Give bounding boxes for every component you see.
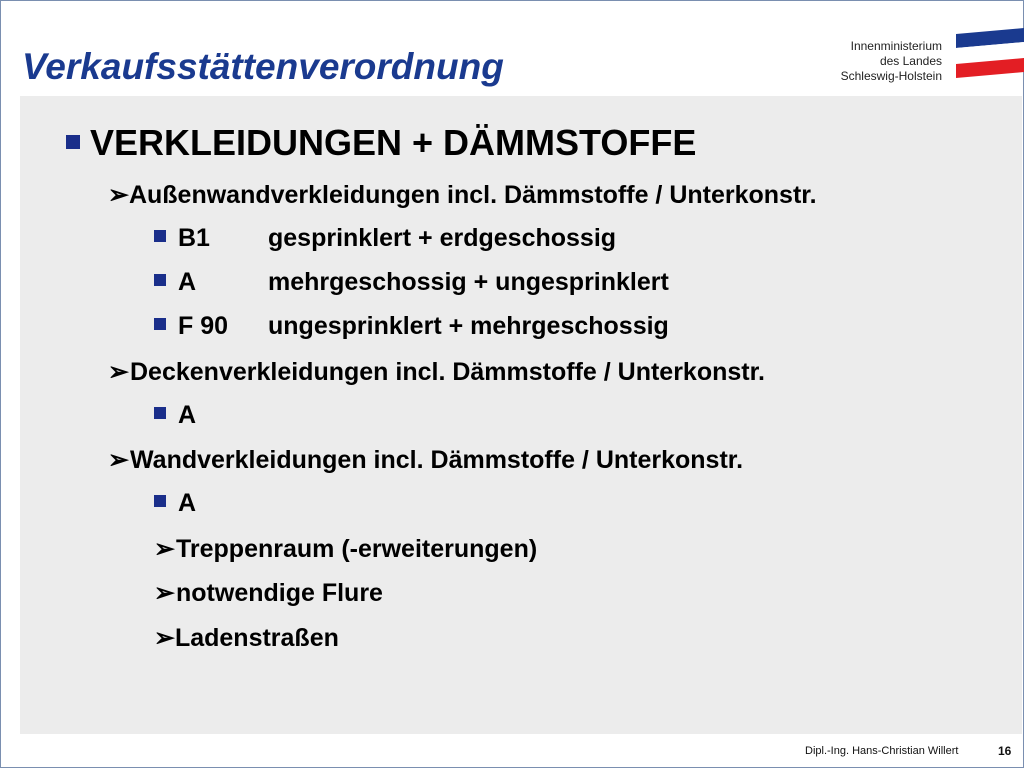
item-code: F 90 <box>178 312 229 340</box>
wall-sub-text: Ladenstraßen <box>174 624 339 652</box>
square-bullet-icon <box>154 230 166 242</box>
wall-sub-text: notwendige Flure <box>176 579 383 607</box>
wall-label: Wandverkleidungen incl. Dämmstoffe / Unterkonstr. <box>130 446 744 474</box>
exterior-row <box>108 180 817 210</box>
ministry-line-1: Innenministerium <box>850 39 942 53</box>
content-panel <box>20 96 1022 734</box>
wall-sub-2 <box>154 578 383 608</box>
arrow-bullet-icon: ➢ <box>154 624 175 652</box>
main-heading-row <box>66 122 696 164</box>
arrow-bullet-icon: ➢ <box>108 181 129 209</box>
slide-title: Verkaufsstättenverordnung <box>22 46 504 87</box>
page-number: 16 <box>998 744 1012 758</box>
item-text: ungesprinklert + mehrgeschossig <box>268 312 669 340</box>
item-code: A <box>178 268 197 296</box>
square-bullet-icon <box>154 274 166 286</box>
exterior-item-3 <box>154 312 669 341</box>
ministry-label <box>841 39 942 84</box>
ministry-line-3: Schleswig-Holstein <box>840 69 942 83</box>
state-flag-logo <box>956 28 1024 80</box>
square-bullet-icon <box>154 318 166 330</box>
exterior-item-2 <box>154 268 669 297</box>
ministry-line-2: des Landes <box>879 54 942 68</box>
ceiling-item <box>154 401 196 430</box>
footer-author: Dipl.-Ing. Hans-Christian Willert <box>805 745 959 757</box>
arrow-bullet-icon: ➢ <box>108 358 129 386</box>
item-text: mehrgeschossig + ungesprinklert <box>268 268 669 296</box>
arrow-bullet-icon: ➢ <box>154 579 175 607</box>
square-bullet-icon <box>154 407 166 419</box>
item-code: A <box>178 489 197 517</box>
square-bullet-icon <box>154 495 166 507</box>
wall-row <box>108 445 743 475</box>
square-bullet-icon <box>66 135 80 149</box>
arrow-bullet-icon: ➢ <box>154 535 175 563</box>
wall-sub-3 <box>154 623 339 653</box>
ceiling-label: Deckenverkleidungen incl. Dämmstoffe / Unterkonstr. <box>130 358 765 386</box>
wall-sub-1 <box>154 534 537 564</box>
wall-item <box>154 489 196 518</box>
exterior-label: Außenwandverkleidungen incl. Dämmstoffe / Unterkonstr. <box>128 181 817 209</box>
item-code: B1 <box>178 224 210 252</box>
ceiling-row <box>108 357 765 387</box>
item-text: gesprinklert + erdgeschossig <box>268 224 617 252</box>
arrow-bullet-icon: ➢ <box>108 446 129 474</box>
exterior-item-1 <box>154 224 616 253</box>
wall-sub-text: Treppenraum (-erweiterungen) <box>176 535 538 563</box>
main-heading: VERKLEIDUNGEN + DÄMMSTOFFE <box>90 122 697 163</box>
item-code: A <box>178 401 197 429</box>
